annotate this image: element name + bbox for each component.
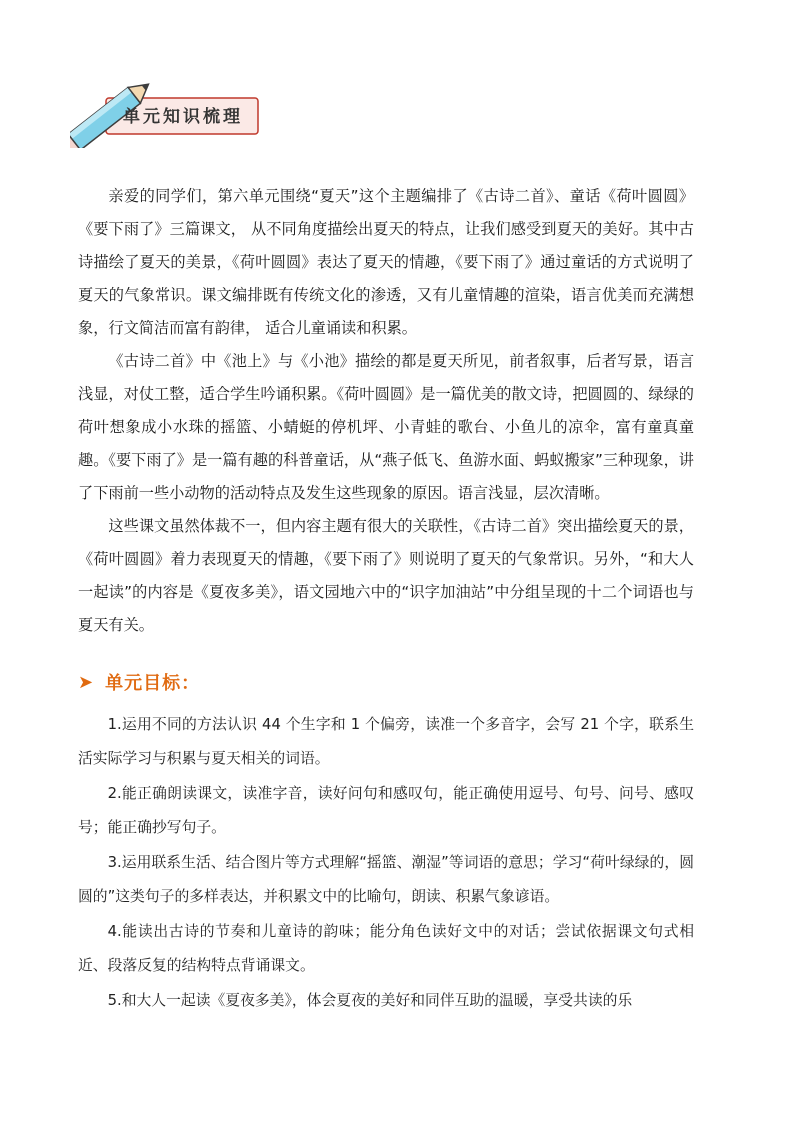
- goal-item: 4.能读出古诗的节奏和儿童诗的韵味；能分角色读好文中的对话；尝试依据课文句式相近、段落反复的结构特点背诵课文。: [78, 923, 694, 974]
- section-banner: [70, 68, 270, 148]
- intro-text: [78, 180, 694, 642]
- goals-heading: [78, 664, 200, 700]
- goal-item: 3.运用联系生活、结合图片等方式理解“摇篮、潮湿”等词语的意思；学习“荷叶绿绿的，圆圆的”这类句子的多样表达，并积累文中的比喻句，朗读、积累气象谚语。: [78, 854, 694, 905]
- arrow-right-icon: ➤: [78, 671, 94, 693]
- intro-paragraph: 亲爱的同学们，第六单元围绕“夏天”这个主题编排了《古诗二首》、童话《荷叶圆圆》《要下雨了》三篇课文， 从不同角度描绘出夏天的特点，让我们感受到夏天的美好。其中古诗描绘了夏天的美景，《荷叶圆圆》表达了夏天的情趣，《要下雨了》通过童话的方式说明了夏天的气象常识。课文编排既有传统文化的渗透，又有儿童情趣的渲染，语言优美而充满想象，行文简洁而富有韵律， 适合儿童诵读和积累。: [78, 187, 694, 337]
- intro-paragraph: 《古诗二首》中《池上》与《小池》描绘的都是夏天所见，前者叙事，后者写景，语言浅显，对仗工整，适合学生吟诵积累。《荷叶圆圆》是一篇优美的散文诗，把圆圆的、绿绿的荷叶想象成小水珠的摇篮、小蜻蜓的停机坪、小青蛙的歌台、小鱼儿的凉伞，富有童真童趣。《要下雨了》是一篇有趣的科普童话，从“燕子低飞、鱼游水面、蚂蚁搬家”三种现象，讲了下雨前一些小动物的活动特点及发生这些现象的原因。语言浅显，层次清晰。: [78, 352, 694, 502]
- page-title: 单元知识梳理: [123, 107, 243, 127]
- goal-item: 2.能正确朗读课文，读准字音，读好问句和感叹句，能正确使用逗号、句号、问号、感叹号；能正确抄写句子。: [78, 785, 694, 836]
- goal-item: 1.运用不同的方法认识 44 个生字和 1 个偏旁，读准一个多音字，会写 21 个字，联系生活实际学习与积累与夏天相关的词语。: [78, 716, 694, 767]
- intro-paragraph: 这些课文虽然体裁不一，但内容主题有很大的关联性，《古诗二首》突出描绘夏天的景，《荷叶圆圆》着力表现夏天的情趣，《要下雨了》则说明了夏天的气象常识。另外，“和大人一起读”的内容是《夏夜多美》，语文园地六中的“识字加油站”中分组呈现的十二个词语也与夏天有关。: [78, 517, 694, 634]
- goals-list: [78, 708, 694, 1019]
- goal-item: 5.和大人一起读《夏夜多美》，体会夏夜的美好和同伴互助的温暖，享受共读的乐: [107, 992, 633, 1009]
- goals-title: 单元目标：: [105, 673, 201, 694]
